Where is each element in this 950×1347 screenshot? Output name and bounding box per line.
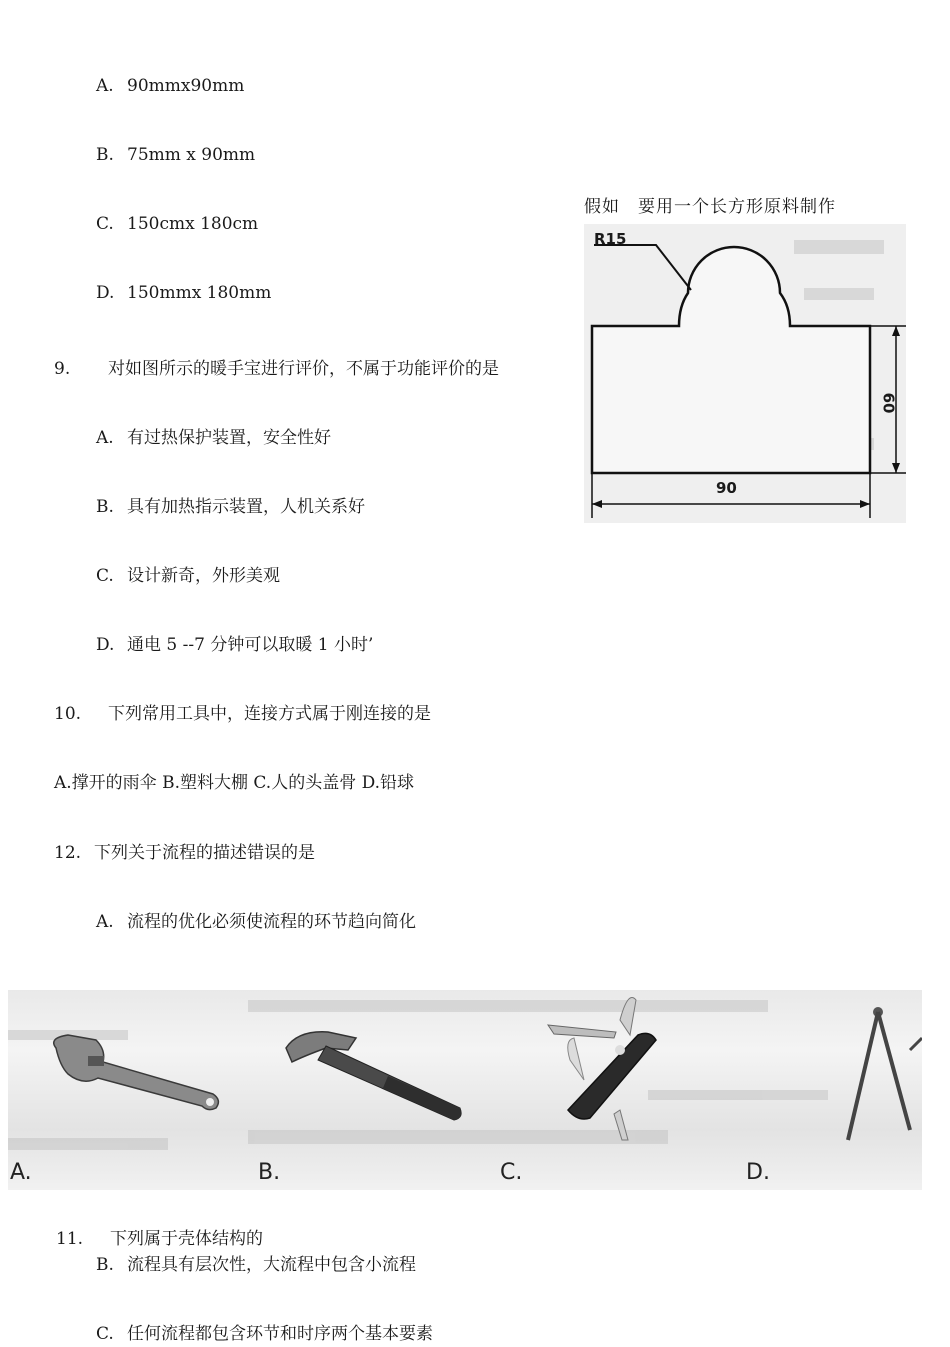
question-text: 下列属于壳体结构的	[110, 1229, 263, 1249]
question-number: 9.	[54, 359, 71, 379]
option-text: 90mmx90mm	[127, 76, 245, 96]
option-text: 具有加热指示装置，人机关系好	[127, 497, 365, 517]
pocket-knife-icon	[548, 998, 656, 1141]
tools-image-strip	[8, 990, 922, 1190]
figure-caption: 假如 要用一个长方形原料制作	[584, 197, 836, 217]
option-letter: D.	[96, 283, 115, 303]
option-letter: D.	[96, 635, 115, 655]
question-number: 11.	[56, 1229, 84, 1249]
radius-label: R15	[594, 230, 627, 248]
option-text: 任何流程都包含环节和时序两个基本要素	[127, 1324, 433, 1344]
option-text: 150mmx 180mm	[127, 283, 272, 303]
hammer-icon	[286, 1032, 461, 1120]
tool-label-b: B.	[258, 1160, 281, 1185]
tool-label-a: A.	[10, 1160, 32, 1185]
option-letter: A.	[96, 76, 114, 96]
option-letter: C.	[96, 1324, 114, 1344]
q10-options-line: A.撑开的雨伞 B.塑料大棚 C.人的头盖骨 D.铅球	[54, 773, 415, 793]
wrench-icon	[54, 1035, 219, 1110]
option-letter: B.	[96, 497, 114, 517]
tool-label-d: D.	[746, 1160, 770, 1185]
question-text: 下列关于流程的描述错误的是	[94, 843, 315, 863]
option-letter: A.	[96, 428, 114, 448]
question-text: 对如图所示的暖手宝进行评价，不属于功能评价的是	[108, 359, 499, 379]
option-text: 75mm x 90mm	[127, 145, 256, 165]
question-text: 下列常用工具中，连接方式属于刚连接的是	[108, 704, 431, 724]
option-text: 设计新奇，外形美观	[127, 566, 280, 586]
option-letter: B.	[96, 1255, 114, 1275]
plate-drawing	[584, 188, 914, 523]
option-text: 有过热保护装置，安全性好	[127, 428, 331, 448]
option-text: 流程具有层次性，大流程中包含小流程	[127, 1255, 416, 1275]
plate-dimension-figure	[584, 188, 914, 523]
option-text: 通电 5 --7 分钟可以取暖 1 小时’	[127, 635, 374, 655]
option-text: 150cmx 180cm	[127, 214, 259, 234]
question-number: 10.	[54, 704, 82, 724]
option-letter: B.	[96, 145, 114, 165]
option-text: 流程的优化必须使流程的环节趋向简化	[127, 912, 416, 932]
tool-label-c: C.	[500, 1160, 523, 1185]
compass-icon	[848, 1007, 922, 1140]
option-letter: C.	[96, 214, 114, 234]
width-dimension-label: 90	[716, 479, 737, 497]
option-letter: C.	[96, 566, 114, 586]
question-number: 12.	[54, 843, 82, 863]
option-letter: A.	[96, 912, 114, 932]
height-dimension-label: 60	[879, 392, 898, 414]
